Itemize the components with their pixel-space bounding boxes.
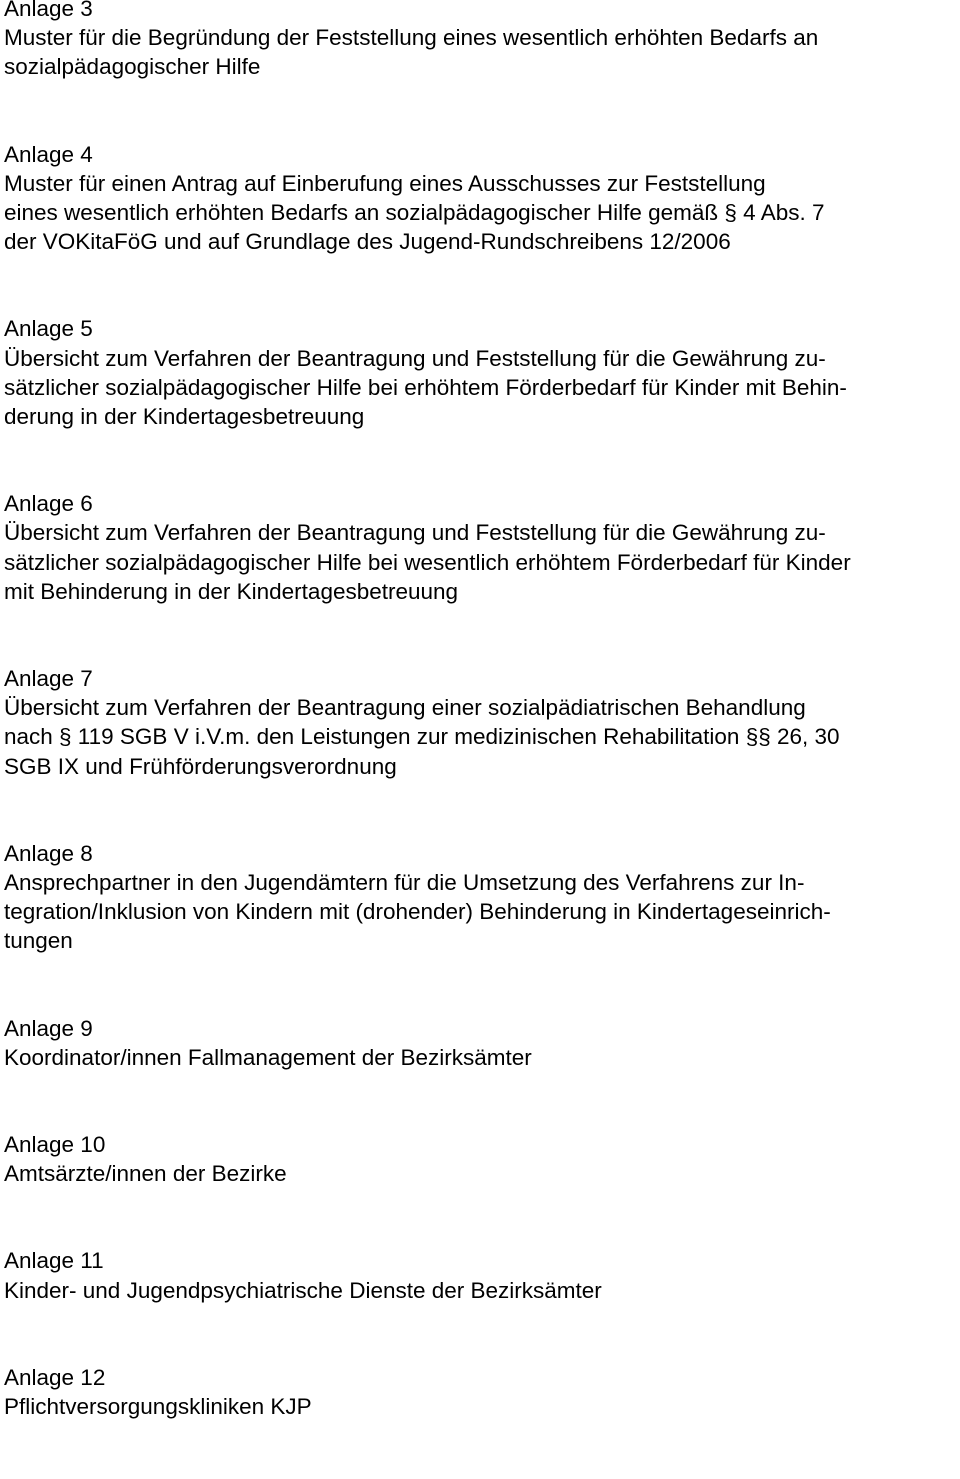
anlage-description-line: Ansprechpartner in den Jugendämtern für die Umsetzung des Verfahrens zur In- [4,870,805,896]
anlage-description-line: mit Behinderung in der Kindertagesbetreuung [4,578,459,604]
anlage-heading: Anlage 10 [4,1132,106,1158]
anlage-description-line: Kinder- und Jugendpsychiatrische Dienste der Bezirksämter [4,1277,602,1303]
anlage-4 [4,140,958,257]
anlage-description-line: Übersicht zum Verfahren der Beantragung und Feststellung für die Gewährung zu- [4,520,826,546]
anlage-6 [4,489,958,606]
anlage-heading: Anlage 6 [4,491,93,517]
anlage-description-line: Muster für die Begründung der Feststellung eines wesentlich erhöhten Bedarfs an [4,25,819,51]
anlage-10 [4,1130,958,1188]
anlage-description-line: Amtsärzte/innen der Bezirke [4,1161,287,1187]
anlage-description-line: Übersicht zum Verfahren der Beantragung einer sozialpädiatrischen Behandlung [4,695,806,721]
anlage-description-line: sätzlicher sozialpädagogischer Hilfe bei wesentlich erhöhtem Förderbedarf für Kinder [4,549,851,575]
attachment-list [4,0,958,1479]
anlage-8 [4,839,958,956]
anlage-5 [4,314,958,431]
anlage-description-line: sätzlicher sozialpädagogischer Hilfe bei erhöhtem Förderbedarf für Kinder mit Behin- [4,374,847,400]
anlage-11 [4,1246,958,1304]
anlage-description-line: SGB IX und Frühförderungsverordnung [4,753,397,779]
anlage-description-line: tegration/Inklusion von Kindern mit (drohender) Behinderung in Kindertageseinrich- [4,899,831,925]
anlage-heading: Anlage 3 [4,0,93,21]
anlage-description-line: Übersicht zum Verfahren der Beantragung und Feststellung für die Gewährung zu- [4,345,826,371]
anlage-9 [4,1014,958,1072]
anlage-description-line: Koordinator/innen Fallmanagement der Bezirksämter [4,1044,532,1070]
anlage-description-line: der VOKitaFöG und auf Grundlage des Jugend-Rundschreibens 12/2006 [4,229,731,255]
anlage-description-line: eines wesentlich erhöhten Bedarfs an sozialpädagogischer Hilfe gemäß § 4 Abs. 7 [4,200,825,226]
anlage-heading: Anlage 12 [4,1364,106,1390]
anlage-heading: Anlage 11 [4,1248,104,1274]
anlage-description-line: Muster für einen Antrag auf Einberufung eines Ausschusses zur Feststellung [4,170,766,196]
anlage-12 [4,1363,958,1421]
anlage-description-line: sozialpädagogischer Hilfe [4,54,261,80]
anlage-heading: Anlage 8 [4,840,93,866]
anlage-7 [4,664,958,781]
anlage-heading: Anlage 7 [4,666,93,692]
anlage-heading: Anlage 4 [4,141,93,167]
anlage-description-line: Pflichtversorgungskliniken KJP [4,1394,312,1420]
anlage-3 [4,0,958,82]
anlage-heading: Anlage 9 [4,1015,93,1041]
anlage-description-line: tungen [4,928,73,954]
anlage-description-line: nach § 119 SGB V i.V.m. den Leistungen zur medizinischen Rehabilitation §§ 26, 30 [4,724,840,750]
anlage-description-line: derung in der Kindertagesbetreuung [4,404,365,430]
anlage-heading: Anlage 5 [4,316,93,342]
